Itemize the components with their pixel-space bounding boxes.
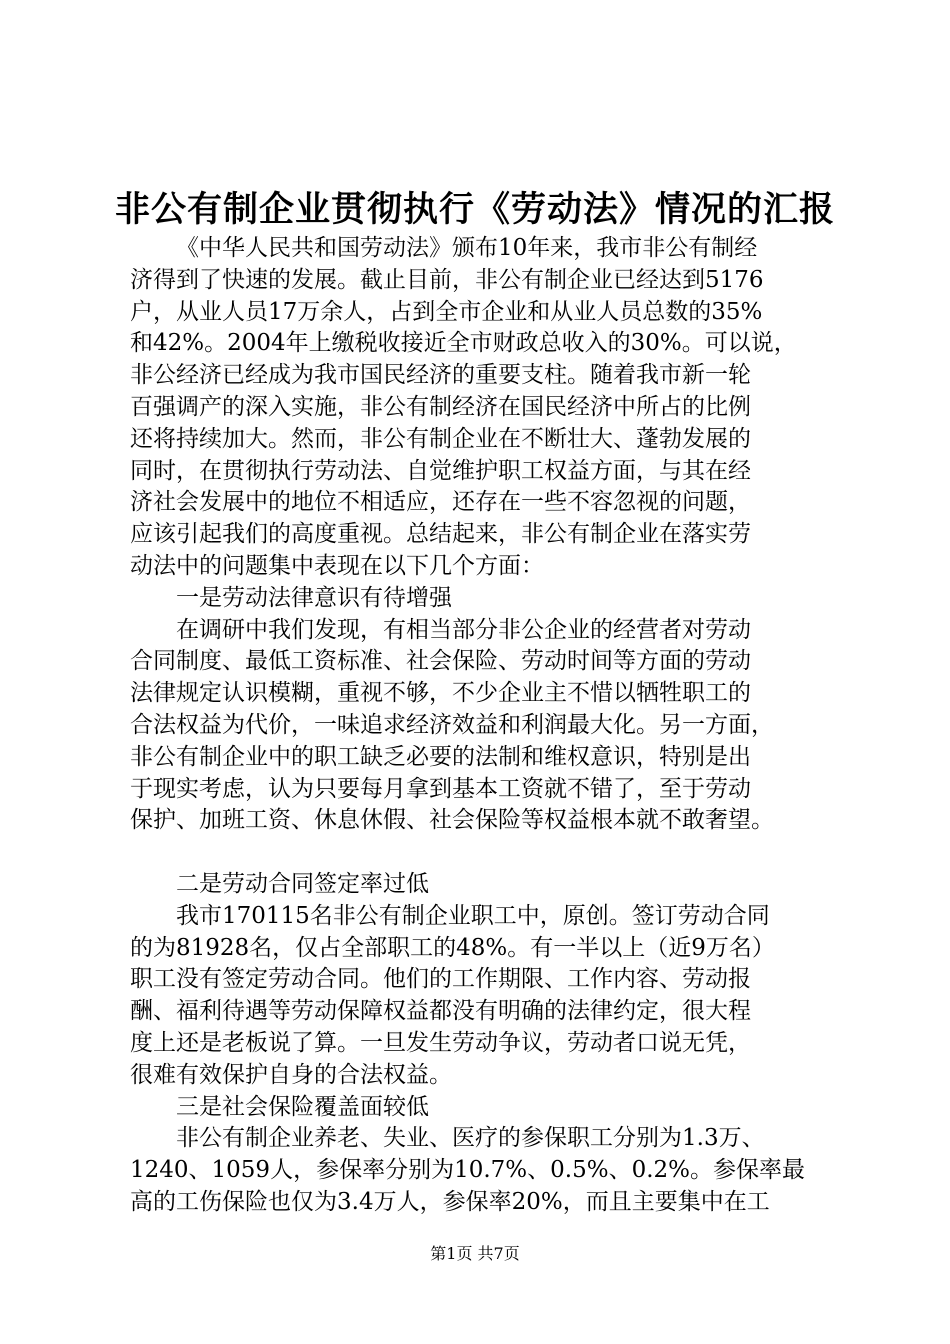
body-line: 百强调产的深入实施，非公有制经济在国民经济中所占的比例 <box>130 393 751 420</box>
body-line: 还将持续加大。然而，非公有制企业在不断壮大、蓬勃发展的 <box>130 425 751 452</box>
body-line: 同时，在贯彻执行劳动法、自觉维护职工权益方面，与其在经 <box>130 457 751 484</box>
body-line: 和42%。2004年上缴税收接近全市财政总收入的30%。可以说， <box>130 330 797 357</box>
body-line: 保护、加班工资、休息休假、社会保险等权益根本就不敢奢望。 <box>130 807 774 834</box>
blank-line <box>130 837 850 869</box>
body-line: 非公有制企业中的职工缺乏必要的法制和维权意识，特别是出 <box>130 743 751 770</box>
body-line: 户，从业人员17万余人，占到全市企业和从业人员总数的35% <box>130 298 763 325</box>
document-body <box>130 233 850 1219</box>
body-line: 非公有制企业养老、失业、医疗的参保职工分别为1.3万、 <box>176 1125 765 1152</box>
body-line: 三是社会保险覆盖面较低 <box>176 1093 429 1120</box>
body-line: 一是劳动法律意识有待增强 <box>176 584 452 611</box>
body-line: 二是劳动合同签定率过低 <box>176 870 429 897</box>
body-line: 法律规定认识模糊，重视不够，不少企业主不惜以牺牲职工的 <box>130 680 751 707</box>
body-line: 于现实考虑，认为只要每月拿到基本工资就不错了，至于劳动 <box>130 775 751 802</box>
body-line: 酬、福利待遇等劳动保障权益都没有明确的法律约定，很大程 <box>130 998 751 1025</box>
body-line: 度上还是老板说了算。一旦发生劳动争议，劳动者口说无凭， <box>130 1029 751 1056</box>
body-line: 高的工伤保险也仅为3.4万人，参保率20%，而且主要集中在工 <box>130 1188 770 1215</box>
body-line: 济得到了快速的发展。截止目前，非公有制企业已经达到5176 <box>130 266 764 293</box>
body-line: 应该引起我们的高度重视。总结起来，非公有制企业在落实劳 <box>130 521 751 548</box>
body-line: 济社会发展中的地位不相适应，还存在一些不容忽视的问题， <box>130 489 751 516</box>
body-line: 动法中的问题集中表现在以下几个方面： <box>130 552 544 579</box>
body-line: 我市170115名非公有制企业职工中，原创。签订劳动合同 <box>176 902 770 929</box>
body-line: 1240、1059人，参保率分别为10.7%、0.5%、0.2%。参保率最 <box>130 1157 805 1184</box>
body-line: 非公经济已经成为我市国民经济的重要支柱。随着我市新一轮 <box>130 362 751 389</box>
body-line: 的为81928名，仅占全部职工的48%。有一半以上（近9万名） <box>130 934 775 961</box>
body-line: 很难有效保护自身的合法权益。 <box>130 1061 452 1088</box>
body-line: 职工没有签定劳动合同。他们的工作期限、工作内容、劳动报 <box>130 966 751 993</box>
page-footer: 第1页 共7页 <box>430 1244 520 1263</box>
body-line: 在调研中我们发现，有相当部分非公企业的经营者对劳动 <box>176 616 751 643</box>
document-title: 非公有制企业贯彻执行《劳动法》情况的汇报 <box>114 190 835 230</box>
body-line: 合法权益为代价，一味追求经济效益和利润最大化。另一方面， <box>130 711 774 738</box>
body-line: 《中华人民共和国劳动法》颁布10年来，我市非公有制经 <box>176 235 758 261</box>
body-line: 合同制度、最低工资标准、社会保险、劳动时间等方面的劳动 <box>130 648 751 675</box>
